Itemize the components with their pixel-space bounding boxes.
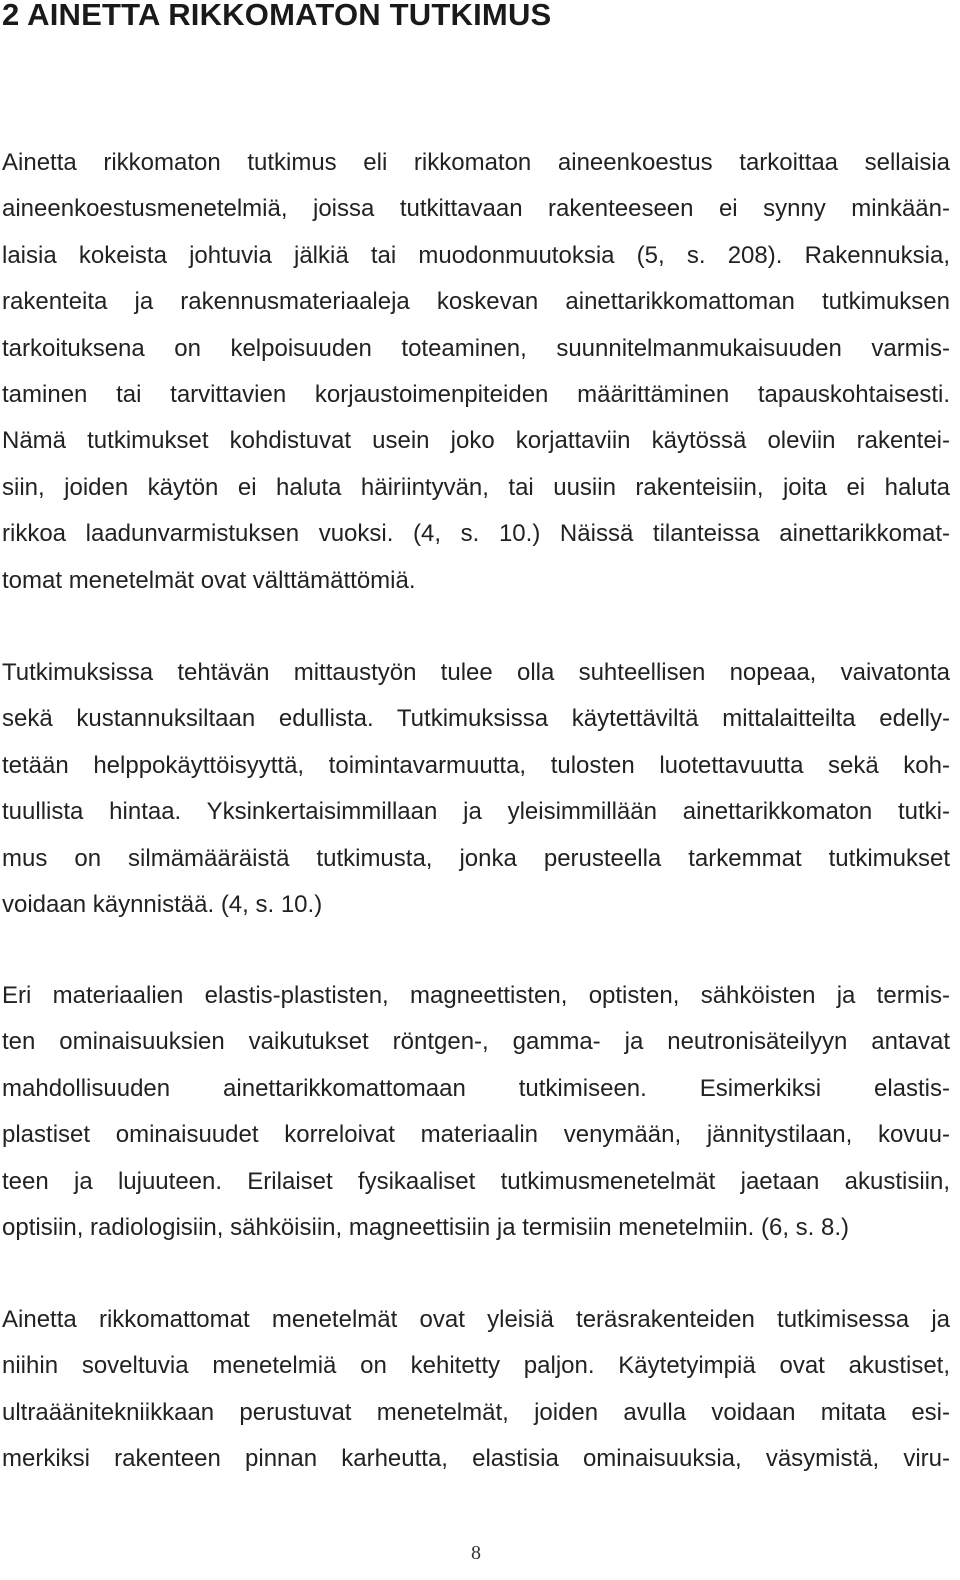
text-line: optisiin, radiologisiin, sähköisiin, magneettisiin ja termisiin menetelmiin. (6, s. 8.) <box>2 1213 850 1241</box>
text-line: Nämä tutkimukset kohdistuvat usein joko korjattaviin käytössä oleviin rakentei- <box>2 427 950 455</box>
paragraph-4 <box>2 1297 950 1483</box>
text-line: tetään helppokäyttöisyyttä, toimintavarmuutta, tulosten luotettavuutta sekä koh- <box>2 751 950 779</box>
text-line: mus on silmämääräistä tutkimusta, jonka perusteella tarkemmat tutkimukset <box>2 844 950 872</box>
text-line: tuullista hintaa. Yksinkertaisimmillaan ja yleisimmillään ainettarikkomaton tutki- <box>2 798 950 826</box>
text-line: rikkoa laadunvarmistuksen vuoksi. (4, s. 10.) Näissä tilanteissa ainettarikkomat- <box>2 520 950 548</box>
text-line: taminen tai tarvittavien korjaustoimenpiteiden määrittäminen tapauskohtaisesti. <box>2 380 950 408</box>
text-line: tarkoituksena on kelpoisuuden toteaminen, suunnitelmanmukaisuuden varmis- <box>2 334 950 362</box>
paragraph-2 <box>2 650 950 928</box>
text-line: rakenteita ja rakennusmateriaaleja koskevan ainettarikkomattoman tutkimuksen <box>2 288 950 316</box>
text-line: tomat menetelmät ovat välttämättömiä. <box>2 566 416 594</box>
paragraph-3 <box>2 973 950 1251</box>
text-line: Eri materiaalien elastis-plastisten, magneettisten, optisten, sähköisten ja termis- <box>2 982 950 1009</box>
text-line: Tutkimuksissa tehtävän mittaustyön tulee olla suhteellisen nopeaa, vaivatonta <box>2 659 950 686</box>
text-line: laisia kokeista johtuvia jälkiä tai muodonmuutoksia (5, s. 208). Rakennuksia, <box>2 241 950 269</box>
text-line: merkiksi rakenteen pinnan karheutta, elastisia ominaisuuksia, väsymistä, viru- <box>2 1445 950 1473</box>
text-line: Ainetta rikkomaton tutkimus eli rikkomaton aineenkoestus tarkoittaa sellaisia <box>2 149 950 176</box>
chapter-heading: 2 AINETTA RIKKOMATON TUTKIMUS <box>2 0 552 32</box>
paragraph-1 <box>2 140 950 604</box>
text-line: ultraäänitekniikkaan perustuvat menetelmät, joiden avulla voidaan mitata esi- <box>2 1398 950 1426</box>
text-line: plastiset ominaisuudet korreloivat materiaalin venymään, jännitystilaan, kovuu- <box>2 1121 950 1149</box>
text-line: teen ja lujuuteen. Erilaiset fysikaaliset tutkimusmenetelmät jaetaan akustisiin, <box>2 1167 950 1195</box>
text-line: voidaan käynnistää. (4, s. 10.) <box>2 890 323 918</box>
text-line: mahdollisuuden ainettarikkomattomaan tutkimiseen. Esimerkiksi elastis- <box>2 1074 950 1102</box>
text-line: aineenkoestusmenetelmiä, joissa tutkittavaan rakenteeseen ei synny minkään- <box>2 195 950 223</box>
page-number: 8 <box>471 1542 481 1564</box>
text-line: ten ominaisuuksien vaikutukset röntgen-, gamma- ja neutronisäteilyyn antavat <box>2 1028 950 1056</box>
text-line: sekä kustannuksiltaan edullista. Tutkimuksissa käytettäviltä mittalaitteilta edelly- <box>2 705 950 733</box>
text-line: niihin soveltuvia menetelmiä on kehitetty paljon. Käytetyimpiä ovat akustiset, <box>2 1352 950 1380</box>
text-line: Ainetta rikkomattomat menetelmät ovat yleisiä teräsrakenteiden tutkimisessa ja <box>2 1306 950 1333</box>
text-line: siin, joiden käytön ei haluta häiriintyvän, tai uusiin rakenteisiin, joita ei haluta <box>2 473 950 501</box>
